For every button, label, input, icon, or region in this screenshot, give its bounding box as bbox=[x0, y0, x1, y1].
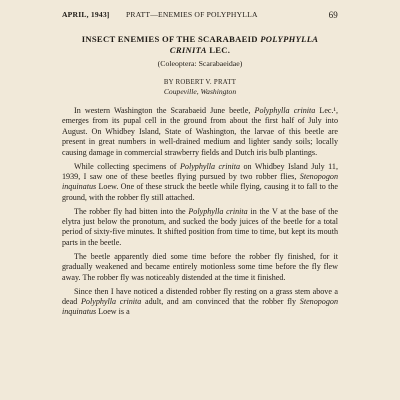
text: Lec.¹, emerges from its pupal cell in the ground from about the first half of July into August. On Whidbey Island, State of Washington, the larvae of this beetle are present in great numbers in well-drained medium and lighter sandy soils; locally causing damage in commercial strawberry fields and Dutch iris bulb plantings. bbox=[62, 106, 338, 157]
title-author-abbrev: LEC. bbox=[206, 45, 231, 55]
species-name: Polyphylla crinita bbox=[254, 106, 316, 115]
species-name: Polyphylla crinita bbox=[188, 206, 248, 216]
text: In western Washington the Scarabaeid June beetle, bbox=[74, 106, 255, 115]
paragraph-2 bbox=[62, 162, 338, 204]
text: Since then I have noticed a distended robber fly resting on a grass stem above a dead bbox=[62, 286, 338, 306]
text: in the V at the base of the elytra just below the pronotum, and sucked the body juices of the beetle for a total period of sixty-five minutes. It shifted position from time to time, but kept its mouth parts in the beetle. bbox=[62, 206, 338, 247]
text: Loew. One of these struck the beetle while flying, causing it to fall to the ground, with the robber fly still attached. bbox=[62, 182, 338, 202]
text: The beetle apparently died some time before the robber fly finished, for it gradually weakened and became entirely motionless some time before the fly flew away. The robber fly was noticeably distended at the time it finished. bbox=[62, 251, 338, 282]
text: The robber fly had bitten into the bbox=[74, 206, 189, 216]
text: While collecting specimens of bbox=[74, 161, 180, 171]
species-name: Polyphylla crinita bbox=[179, 161, 241, 171]
author-affiliation: Coupeville, Washington bbox=[163, 87, 237, 96]
article-body bbox=[62, 106, 338, 318]
running-head-title: PRATT—ENEMIES OF POLYPHYLLA bbox=[126, 10, 258, 19]
article bbox=[62, 34, 338, 321]
title-genus: POLYPHYLLA bbox=[260, 34, 319, 44]
paragraph-4 bbox=[62, 252, 338, 283]
article-title bbox=[62, 34, 338, 56]
running-head-date: APRIL, 1943] bbox=[62, 10, 110, 19]
paragraph-1 bbox=[62, 106, 338, 158]
paragraph-3 bbox=[62, 207, 338, 249]
page-number: 69 bbox=[328, 10, 338, 20]
text: adult, and am convinced that the robber fly bbox=[141, 296, 300, 306]
title-species: CRINITA bbox=[169, 45, 207, 55]
running-head bbox=[62, 10, 338, 22]
text: on Whidbey Island July 11, 1939, I saw one of these beetles flying pursued by two robber flies, bbox=[62, 161, 338, 181]
species-name: Stenopogon inquinatus bbox=[62, 171, 338, 192]
text: Loew is a bbox=[96, 307, 130, 317]
paragraph-5 bbox=[62, 287, 338, 318]
species-name: Polyphylla crinita bbox=[80, 296, 142, 306]
article-author: BY ROBERT V. PRATT bbox=[163, 79, 237, 86]
article-subtitle: (Coleoptera: Scarabaeidae) bbox=[157, 59, 243, 68]
title-text: INSECT ENEMIES OF THE SCARABAEID bbox=[81, 34, 261, 44]
species-name: Stenopogon inquinatus bbox=[62, 296, 338, 317]
